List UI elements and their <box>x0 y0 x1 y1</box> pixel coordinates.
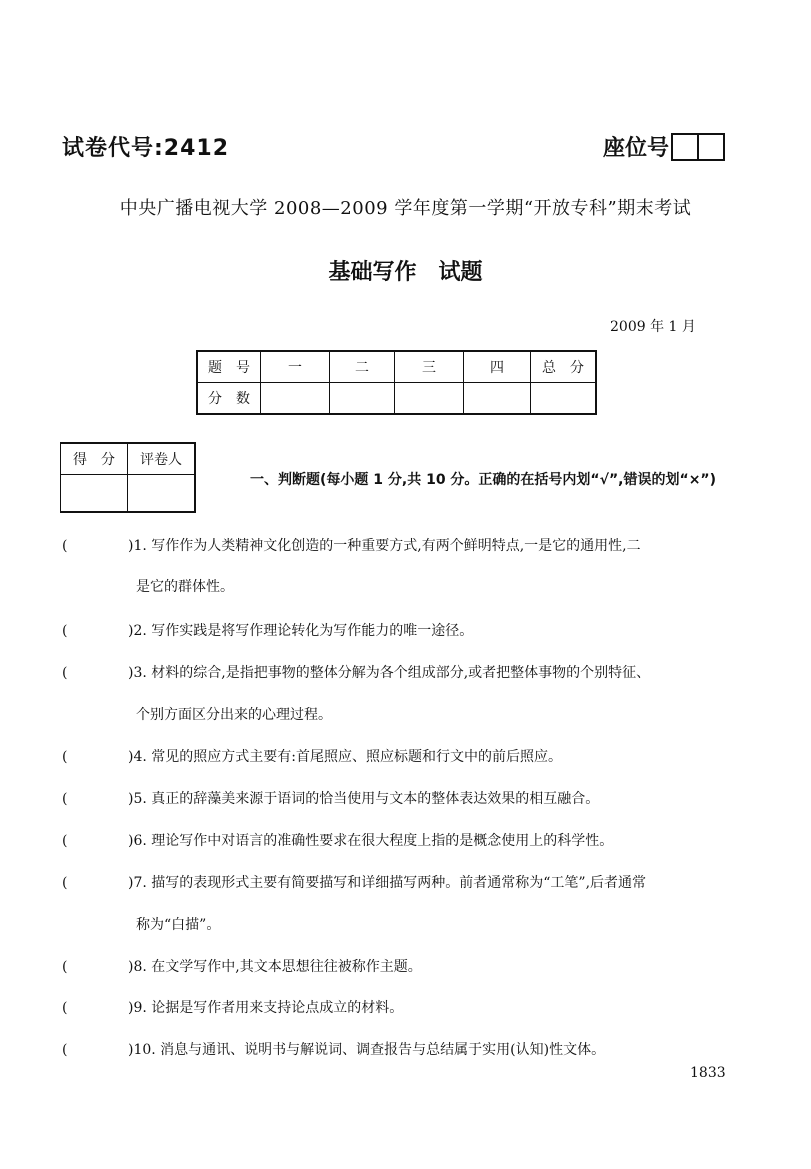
seat-box <box>699 133 725 161</box>
grader-name-cell <box>128 475 196 513</box>
question-text: )7. 描写的表现形式主要有简要描写和详细描写两种。前者通常称为“工笔”,后者通常 <box>128 875 647 891</box>
seat-box <box>671 133 699 161</box>
page-number: 1833 <box>690 1065 726 1081</box>
question-2 <box>62 620 752 640</box>
score-table-cell: 题 号 <box>197 351 261 383</box>
answer-bracket: ( <box>62 623 96 639</box>
question-7-continued: 称为“白描”。 <box>136 917 221 933</box>
score-table-cell: 三 <box>395 351 464 383</box>
answer-bracket: ( <box>62 833 96 849</box>
grader-header-row <box>61 443 196 475</box>
exam-date: 2009 年 1 月 <box>610 319 696 335</box>
seat-label: 座位号 <box>603 136 670 161</box>
seat-boxes <box>671 133 725 161</box>
grader-box <box>60 442 196 513</box>
question-1 <box>62 535 752 555</box>
question-text: )10. 消息与通讯、说明书与解说词、调查报告与总结属于实用(认知)性文体。 <box>128 1042 606 1058</box>
grader-name-header: 评卷人 <box>128 443 196 475</box>
question-text: )3. 材料的综合,是指把事物的整体分解为各个组成部分,或者把整体事物的个别特征、 <box>128 665 651 681</box>
score-entry-cell <box>395 383 464 415</box>
question-6 <box>62 830 752 850</box>
answer-bracket: ( <box>62 665 96 681</box>
question-text: )1. 写作作为人类精神文化创造的一种重要方式,有两个鲜明特点,一是它的通用性,二 <box>128 538 641 554</box>
answer-bracket: ( <box>62 791 96 807</box>
score-table-cell: 四 <box>464 351 531 383</box>
score-table-cell: 分 数 <box>197 383 261 415</box>
seat-number <box>603 131 725 162</box>
score-entry-cell <box>531 383 597 415</box>
question-5 <box>62 788 752 808</box>
question-9 <box>62 997 752 1017</box>
paper-code: 试卷代号:2412 <box>62 136 230 161</box>
question-10 <box>62 1039 752 1059</box>
question-3 <box>62 662 752 682</box>
question-text: )2. 写作实践是将写作理论转化为写作能力的唯一途径。 <box>128 623 474 639</box>
score-entry-cell <box>464 383 531 415</box>
answer-bracket: ( <box>62 538 96 554</box>
grader-score-cell <box>61 475 128 513</box>
score-table-cell: 一 <box>261 351 330 383</box>
grader-score-header: 得 分 <box>61 443 128 475</box>
question-4 <box>62 746 752 766</box>
score-table-header-row <box>197 351 596 383</box>
question-1-continued: 是它的群体性。 <box>136 579 234 595</box>
score-table <box>196 350 597 415</box>
score-table-score-row <box>197 383 596 415</box>
score-entry-cell <box>261 383 330 415</box>
question-text: )9. 论据是写作者用来支持论点成立的材料。 <box>128 1000 404 1016</box>
answer-bracket: ( <box>62 1000 96 1016</box>
exam-title: 中央广播电视大学 2008—2009 学年度第一学期“开放专科”期末考试 <box>119 198 692 219</box>
answer-bracket: ( <box>62 749 96 765</box>
question-text: )4. 常见的照应方式主要有:首尾照应、照应标题和行文中的前后照应。 <box>128 749 562 765</box>
question-8 <box>62 956 752 976</box>
grader-entry-row <box>61 475 196 513</box>
question-text: )5. 真正的辞藻美来源于语词的恰当使用与文本的整体表达效果的相互融合。 <box>128 791 600 807</box>
score-table-cell: 总 分 <box>531 351 597 383</box>
score-table-cell: 二 <box>330 351 395 383</box>
answer-bracket: ( <box>62 1042 96 1058</box>
answer-bracket: ( <box>62 875 96 891</box>
question-text: )6. 理论写作中对语言的准确性要求在很大程度上指的是概念使用上的科学性。 <box>128 833 614 849</box>
answer-bracket: ( <box>62 959 96 975</box>
paper-title: 基础写作 试题 <box>328 260 483 285</box>
question-text: )8. 在文学写作中,其文本思想往往被称作主题。 <box>128 959 422 975</box>
section-instruction: 一、判断题(每小题 1 分,共 10 分。正确的在括号内划“√”,错误的划“×”) <box>250 472 717 488</box>
score-entry-cell <box>330 383 395 415</box>
question-7 <box>62 872 752 892</box>
question-3-continued: 个别方面区分出来的心理过程。 <box>136 707 332 723</box>
